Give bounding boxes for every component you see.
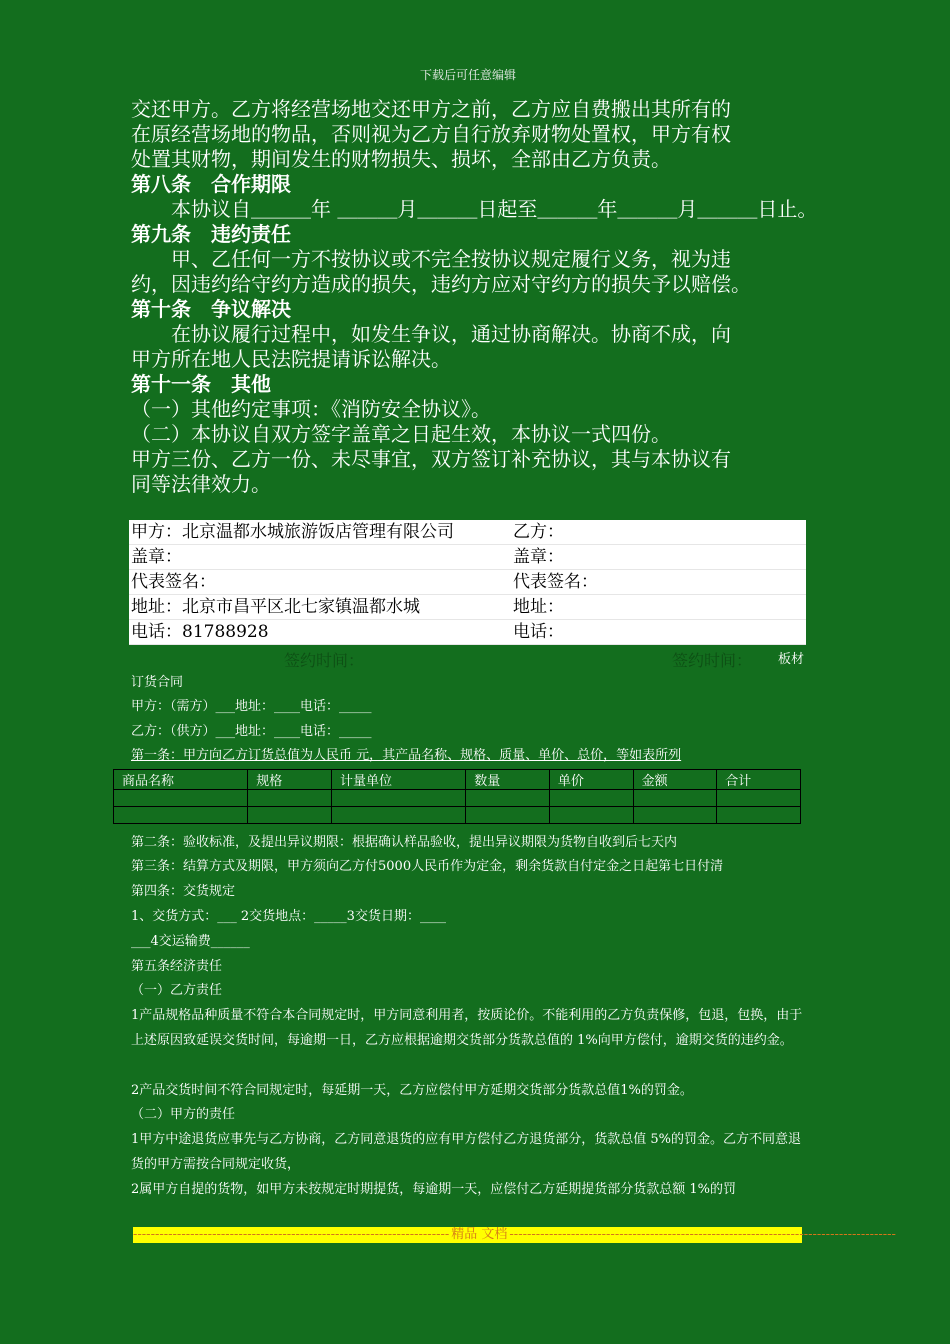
table-row xyxy=(129,620,806,645)
footer-dashes-left: ------------------------------------------------------------------------ xyxy=(133,1227,450,1242)
party-b-responsibility-1: 1产品规格品种质量不符合本合同规定时，甲方同意利用者，按质论价。不能利用的乙方负责保修，包退，包换，由于上述原因致延误交货时间，每逾期一日，乙方应根据逾期交货部分货款总值的 1%向甲方偿付，逾期交货的违约金。 xyxy=(131,1008,803,1048)
column-header: 规格 xyxy=(248,770,332,790)
footer-bar xyxy=(133,1227,896,1243)
article-9-line: 约，因违约给守约方造成的损失，违约方应对守约方的损失予以赔偿。 xyxy=(131,272,751,296)
footer-dashes-right: ---------------------------------------------------------------------------------------- xyxy=(509,1227,896,1242)
party-b-responsibility-title: （一）乙方责任 xyxy=(131,983,223,998)
article-10-line: 甲方所在地人民法院提请诉讼解决。 xyxy=(131,347,451,371)
sign-time-right: 签约时间： xyxy=(672,651,753,670)
party-a-phone: 电话：81788928 xyxy=(129,620,511,645)
party-b-address: 地址： xyxy=(511,595,806,620)
article-10-line: 在协议履行过程中，如发生争议，通过协商解决。协商不成，向 xyxy=(131,322,731,346)
party-a-responsibility-2: 2属甲方自提的货物，如甲方未按规定时期提货，每逾期一天，应偿付乙方延期提货部分货款总额 1%的罚 xyxy=(131,1182,737,1197)
table-header-row xyxy=(114,770,801,790)
article-10-title: 第十条 争议解决 xyxy=(131,297,291,321)
column-header: 单价 xyxy=(549,770,633,790)
table-row xyxy=(129,520,806,545)
party-a-name: 甲方：北京温都水城旅游饭店管理有限公司 xyxy=(129,520,511,545)
board-word: 板材 xyxy=(778,652,805,667)
party-b-representative: 代表签名： xyxy=(511,570,806,595)
goods-table xyxy=(113,769,801,824)
signature-table xyxy=(129,520,806,645)
party-a-representative: 代表签名： xyxy=(129,570,511,595)
column-header: 数量 xyxy=(466,770,550,790)
contract-para-line: 在原经营场地的物品，否则视为乙方自行放弃财物处置权，甲方有权 xyxy=(131,122,731,146)
order-article-5: 第五条经济责任 xyxy=(131,959,223,974)
article-8-body: 本协议自＿＿＿年 ＿＿＿月＿＿＿日起至＿＿＿年＿＿＿月＿＿＿日止。 xyxy=(131,197,818,221)
table-row xyxy=(129,595,806,620)
article-11-line: 同等法律效力。 xyxy=(131,472,271,496)
article-8-title: 第八条 合作期限 xyxy=(131,172,291,196)
party-b-responsibility-2: 2产品交货时间不符合同规定时，每延期一天，乙方应偿付甲方延期交货部分货款总值1%的罚金。 xyxy=(131,1083,693,1098)
party-b-name: 乙方： xyxy=(511,520,806,545)
order-article-4: 第四条：交货规定 xyxy=(131,884,236,899)
party-a-address: 地址：北京市昌平区北七家镇温都水城 xyxy=(129,595,511,620)
delivery-line-1: 1、交货方式：___ 2交货地点：_____3交货日期：____ xyxy=(131,909,446,924)
article-11-line: （一）其他约定事项：《消防安全协议》。 xyxy=(131,397,491,421)
column-header: 商品名称 xyxy=(114,770,248,790)
delivery-line-2: ___4交运输费______ xyxy=(131,934,250,949)
table-row xyxy=(129,570,806,595)
contract-para-line: 交还甲方。乙方将经营场地交还甲方之前，乙方应自费搬出其所有的 xyxy=(131,97,731,121)
order-article-2: 第二条：验收标准，及提出异议期限：根据确认样品验收，提出异议期限为货物自收到后七天内 xyxy=(131,835,678,850)
party-a-seal: 盖章： xyxy=(129,545,511,570)
article-11-line: （二）本协议自双方签字盖章之日起生效，本协议一式四份。 xyxy=(131,422,671,446)
article-9-title: 第九条 违约责任 xyxy=(131,222,291,246)
article-9-line: 甲、乙任何一方不按协议或不完全按协议规定履行义务，视为违 xyxy=(131,247,731,271)
order-title: 订货合同 xyxy=(131,675,184,690)
article-11-title: 第十一条 其他 xyxy=(131,372,271,396)
column-header: 计量单位 xyxy=(331,770,465,790)
footer-label: 精品 文档 xyxy=(451,1227,508,1242)
header-note: 下载后可任意编辑 xyxy=(419,68,516,82)
table-row xyxy=(114,807,801,824)
order-article-1: 第一条：甲方向乙方订货总值为人民币 元，其产品名称、规格、质量、单价、总价，等如表所列 xyxy=(131,748,682,763)
order-party-b: 乙方：（供方）___地址：____电话：_____ xyxy=(131,724,372,739)
table-row xyxy=(114,790,801,807)
party-b-seal: 盖章： xyxy=(511,545,806,570)
article-11-line: 甲方三份、乙方一份、未尽事宜，双方签订补充协议，其与本协议有 xyxy=(131,447,731,471)
order-article-3: 第三条：结算方式及期限，甲方须向乙方付5000人民币作为定金，剩余货款自付定金之日起第七日付清 xyxy=(131,859,724,874)
column-header: 合计 xyxy=(717,770,801,790)
order-party-a: 甲方：（需方）___地址：____电话：_____ xyxy=(131,699,372,714)
party-a-responsibility-title: （二）甲方的责任 xyxy=(131,1107,236,1122)
party-a-responsibility-1: 1甲方中途退货应事先与乙方协商，乙方同意退货的应有甲方偿付乙方退货部分，货款总值 5%的罚金。乙方不同意退货的甲方需按合同规定收货， xyxy=(131,1132,802,1172)
contract-para-line: 处置其财物，期间发生的财物损失、损坏，全部由乙方负责。 xyxy=(131,147,671,171)
table-row xyxy=(129,545,806,570)
sign-time-left: 签约时间： xyxy=(284,651,365,670)
column-header: 金额 xyxy=(633,770,717,790)
party-b-phone: 电话： xyxy=(511,620,806,645)
